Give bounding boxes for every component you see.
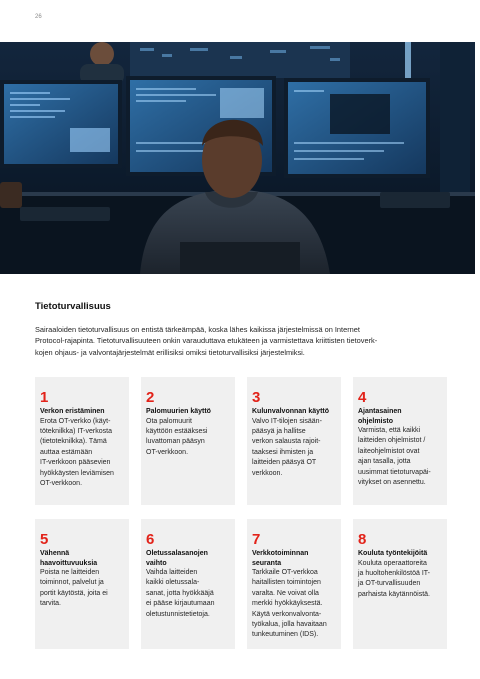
intro-line: kojen ohjaus- ja valvontajärjestelmät erillisiksi omiksi tietoturvallisiksi järjestelmiksi.: [35, 347, 305, 357]
card-title: Verkkotoiminnan: [252, 550, 309, 557]
card-title: seuranta: [252, 559, 282, 567]
tip-card-7: [247, 519, 341, 649]
card-text-line: OT-verkkoon.: [40, 479, 83, 487]
card-number: 5: [40, 531, 49, 548]
card-number: 2: [146, 389, 155, 406]
hero-photo: [0, 42, 475, 274]
card-text-line: oletustunnistetietoja.: [146, 610, 210, 618]
card-title: haavoittuvuuksia: [40, 559, 98, 567]
card-text-line: auttaa estämään: [40, 448, 93, 456]
page-number: 26: [35, 14, 42, 20]
card-text-line: luvattoman pääsyn: [146, 438, 205, 446]
card-text-line: vitykset on asennettu.: [358, 479, 426, 487]
card-text-line: OT-verkkoon.: [146, 448, 189, 456]
card-text-line: hyökkäysten leviämisen: [40, 469, 114, 477]
tip-card-8: [353, 519, 447, 649]
card-text-line: sanat, jotta hyökkääjä: [146, 589, 214, 597]
tip-card-4: [353, 377, 447, 505]
intro-paragraph: [35, 324, 445, 358]
card-number: 7: [252, 531, 261, 548]
card-text-line: työkalua, jolla havaitaan: [252, 621, 327, 629]
card-text-line: IT-verkkoon pääsevien: [40, 459, 111, 467]
tip-card-6: [141, 519, 235, 649]
card-title: Kouluta työntekijöitä: [358, 550, 428, 557]
tip-card-5: [35, 519, 129, 649]
card-title: Oletussalasanojen: [146, 550, 208, 557]
card-text-line: Varmista, että kaikki: [358, 427, 421, 434]
card-text-line: Kouluta operaattoreita: [358, 559, 427, 567]
card-text-line: merkki hyökkäyksestä.: [252, 600, 323, 608]
card-number: 1: [40, 389, 49, 406]
card-text-line: töteknilkka) IT-verkosta: [40, 427, 112, 435]
card-text-line: Käytä verkonvalvonta-: [252, 610, 322, 618]
card-number: 8: [358, 531, 367, 548]
card-text-line: tunkeutuminen (IDS).: [252, 631, 319, 639]
tip-card-2: [141, 377, 235, 505]
card-text-line: tarvita.: [40, 600, 62, 608]
tip-card-3: [247, 377, 341, 505]
card-text-line: Valvo IT-tilojen sisään-: [252, 417, 322, 425]
card-text-line: portit käytöstä, joita ei: [40, 589, 108, 597]
card-text-line: varalta. Ne voivat olla: [252, 589, 319, 597]
card-number: 4: [358, 389, 367, 406]
person-at-monitors-photo: [0, 42, 475, 274]
card-title: Ajantasainen: [358, 408, 402, 415]
card-title: Verkon eristäminen: [40, 408, 105, 415]
card-text-line: uusimmat tietoturvapäi-: [358, 468, 431, 476]
card-text-line: taaksesi ihmisten ja: [252, 448, 314, 456]
card-text-line: Erota OT-verkko (käyt-: [40, 417, 111, 425]
intro-line: Sairaaloiden tietoturvallisuus on entistä tärkeämpää, koska lähes kaikissa järjestelmissä on Internet: [35, 325, 360, 334]
card-text-line: verkon salausta rajoit-: [252, 438, 321, 446]
card-text-line: Tarkkaile OT-verkkoa: [252, 569, 318, 576]
card-text-line: ja huoltohenkilöstöä IT-: [358, 569, 430, 577]
card-text-line: kaikki oletussala-: [146, 579, 200, 587]
card-text-line: verkkoon.: [252, 469, 283, 477]
card-text-line: ja OT-turvallisuuden: [358, 580, 421, 588]
card-text-line: haitallisten toimintojen: [252, 579, 321, 587]
card-text-line: Vaihda laitteiden: [146, 569, 198, 576]
card-title: vaihto: [146, 559, 167, 567]
card-text-line: toiminnot, palvelut ja: [40, 579, 104, 587]
card-text-line: Ota palomuurit: [146, 417, 192, 425]
section-title: Tietoturvallisuus: [35, 301, 111, 312]
card-text-line: ei pääse kirjautumaan: [146, 600, 215, 608]
card-title: Kulunvalvonnan käyttö: [252, 408, 330, 415]
intro-line: Protocol-rajapinta. Tietoturvallisuuteen onkin varauduttava etukäteen ja varmistettava kriittisten tietoverk-: [35, 336, 378, 346]
tip-card-1: [35, 377, 129, 505]
card-text-line: (tietoteknilkka). Tämä: [40, 438, 107, 446]
card-text-line: laiteohjelmistot ovat: [358, 447, 420, 455]
card-number: 3: [252, 389, 261, 406]
card-title: ohjelmisto: [358, 417, 394, 425]
card-title: Palomuurien käyttö: [146, 408, 211, 415]
card-text-line: käyttöön estääksesi: [146, 427, 208, 435]
card-number: 6: [146, 531, 155, 548]
card-text-line: laitteiden ohjelmistot /: [358, 437, 426, 445]
card-text-line: pääsyä ja hallitse: [252, 427, 306, 435]
card-text-line: laitteiden pääsyä OT: [252, 459, 317, 467]
card-text-line: ajan tasalla, jotta: [358, 458, 411, 466]
card-text-line: Poista ne laitteiden: [40, 569, 100, 576]
card-text-line: parhaista käytännöistä.: [358, 590, 430, 598]
card-title: Vähennä: [40, 550, 70, 557]
